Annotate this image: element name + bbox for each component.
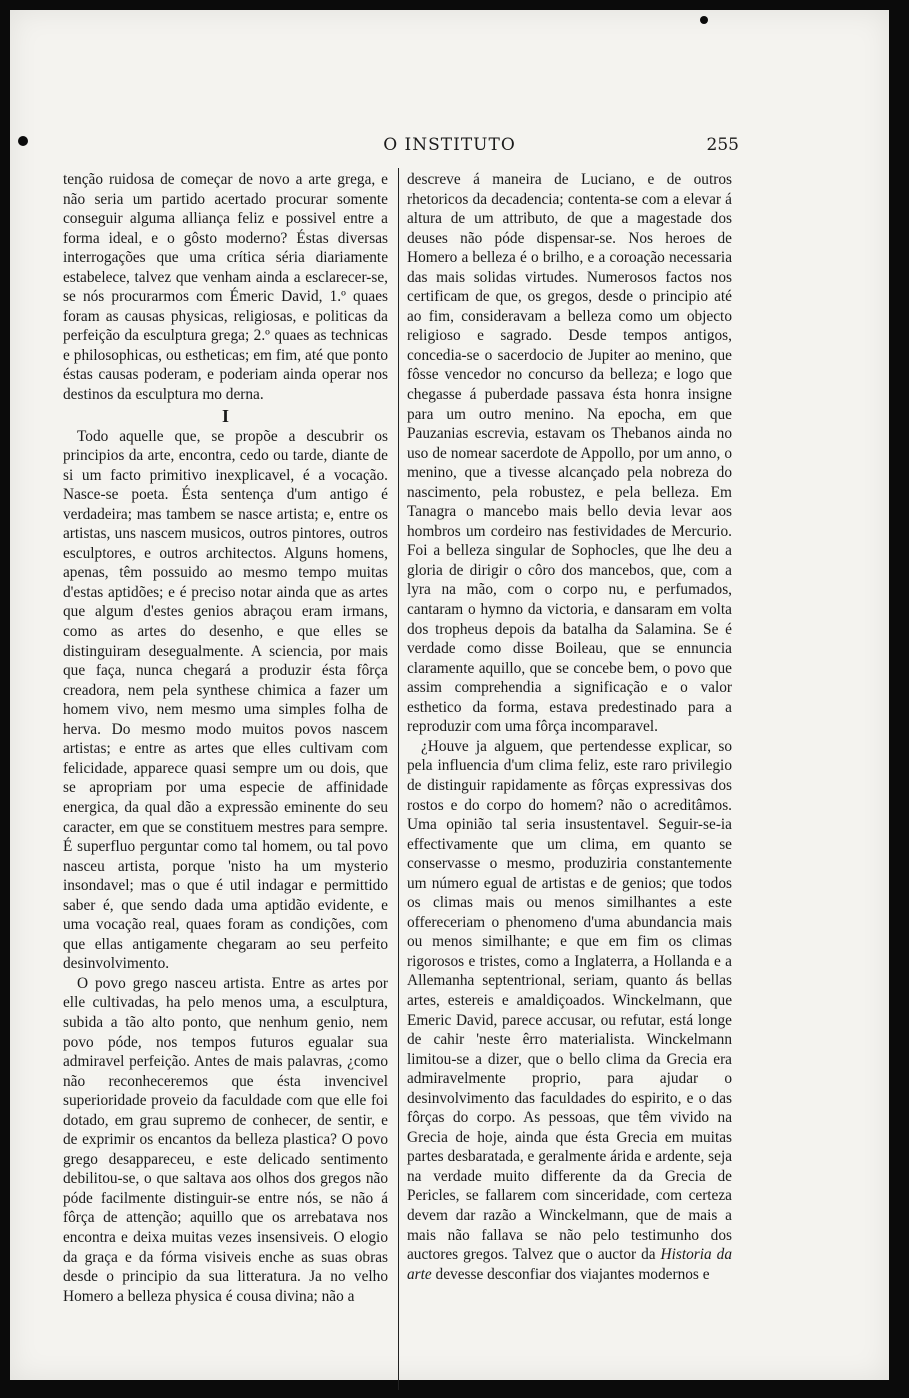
paragraph: tenção ruidosa de começar de novo a arte grega, e não seria um partido acertado procurar somente conseguir alguma alliança feliz e possivel entre a forma ideal, e o gôsto moderno? Éstas diversas interrogações que uma crítica séria diariamente estabelece, talvez que venham ainda a esclarecer-se, se nós procurarmos com Émeric David, 1.º quaes foram as causas physicas, religiosas, e politicas da perfeição da esculptura grega; 2.º quaes as technicas e philosophicas, ou estheticas; em fim, até que ponto éstas causas poderam, e poderiam ainda operar nos destinos da esculptura mo derna. bbox=[63, 171, 388, 404]
paragraph: Todo aquelle que, se propõe a descubrir os principios da arte, encontra, cedo ou tarde, diante de si um facto primitivo inexplicavel, é a vocação. Nasce-se poeta. Ésta sentença d'um antigo é verdadeira; mas tambem se nasce artista; e, entre os artistas, uns nascem musicos, outros pintores, outros esculptores, e outros architectos. Alguns homens, apenas, têm possuido ao mesmo tempo muitas d'estas aptidões; e é preciso notar ainda que as artes que algum d'estes genios abraçou eram irmans, como as artes do desenho, e que elles se distinguiram desegualmente. A sciencia, por mais que faça, nunca chegará a produzir ésta fôrça creadora, nem pela synthese chimica a fazer um homem vivo, nem mesmo uma simples folha de herva. Do mesmo modo muitos povos nascem artistas; e entre as artes que elles cultivam com felicidade, apparece quasi sempre um ou dois, que se apropriam por uma especie de affinidade energica, da qual dão a expressão eminente do seu caracter, em que se constituem mestres para sempre. É superfluo perguntar como tal homem, ou tal povo nasceu artista, porque 'nisto ha um mysterio insondavel; mas o que é util indagar e permittido saber é, que sendo dada uma aptidão evidente, e uma vocação real, quaes foram as condições, com que ellas antigamente chegaram ao seu perfeito desinvolvimento. bbox=[63, 427, 388, 973]
page-sheet bbox=[10, 10, 889, 1380]
paragraph: O povo grego nasceu artista. Entre as artes por elle cultivadas, ha pelo menos uma, a esculptura, subida a tão alto ponto, que nenhum genio, nem povo póde, nos tempos futuros egualar sua admiravel perfeição. Antes de mais palavras, ¿como não reconheceremos que ésta invencivel superioridade proveio da faculdade com que elle foi dotado, em grau supremo de conhecer, de sentir, e de exprimir os encantos da belleza plastica? O povo grego desappareceu, e este delicado sentimento debilitou-se, o que saltava aos olhos dos gregos não póde facilmente distinguir-se entre nós, se não á fôrça de attenção; aquillo que os arrebatava nos encontra e deixa muitas vezes insensiveis. O elogio da graça e da fórma visiveis enche as suas obras desde o principio da sua litteratura. Ja no velho Homero a belleza physica é cousa divina; não a bbox=[63, 974, 388, 1305]
paragraph: descreve á maneira de Luciano, e de outros rhetoricos da decadencia; contenta-se com a elevar á altura de um attributo, de que a magestade dos deuses não póde dispensar-se. Nos heroes de Homero a belleza é o brilho, e a coroação necessaria das mais solidas virtudes. Numerosos factos nos certificam de que, os gregos, desde o principio até ao fim, consideravam a belleza como um objecto religioso e sagrado. Desde tempos antigos, concedia-se o sacerdocio de Jupiter ao menino, que fôsse vencedor no concurso da belleza; e logo que chegasse á puberdade passava ésta honra insigne para um outro menino. Na epocha, em que Pauzanias escrevia, estavam os Thebanos ainda no uso de nomear sacerdote de Appollo, por um anno, o menino, que a tivesse alcançado pela nobreza do nascimento, pela robustez, e pela belleza. Em Tanagra o mancebo mais bello devia levar aos hombros um cordeiro nas festividades de Mercurio. Foi a belleza singular de Sophocles, que lhe deu a gloria de dirigir o côro dos mancebos, que, com a lyra na mão, com o corpo nu, e perfumados, cantaram o hymno da victoria, e dansaram em volta dos tropheus depois da batalha da Salamina. Se é verdade como disse Boileau, que se ennuncia claramente aquillo, que se concebe bem, o povo que assim comprehendia a significação e o valor esthetico da forma, estava predestinado para a reproduzir com uma fôrça incomparavel. bbox=[407, 171, 732, 736]
column-divider bbox=[398, 168, 399, 1390]
running-header bbox=[10, 133, 889, 161]
right-column bbox=[407, 170, 732, 1284]
book-title: Historia da arte bbox=[407, 1246, 732, 1283]
section-heading: I bbox=[221, 405, 229, 426]
page-number: 255 bbox=[706, 135, 739, 155]
paragraph-text: ¿Houve ja alguem, que pertendesse explicar, so pela influencia d'um clima feliz, este raro privilegio de distinguir rapidamente as fôrças expressivas dos rostos e do corpo do homem? não o acreditâmos. Uma opinião tal seria insustentavel. Seguir-se-ia effectivamente que um clima, em quanto se conservasse o mesmo, produziria constantemente um número egual de artistas e de genios; que todos os climas mais ou menos similhantes a este offereceriam o phenomeno d'uma abundancia mais ou menos similhante; e que em fim os climas rigorosos e tristes, como a Inglaterra, a Hollanda e a Allemanha septentrional, seriam, quanto ás bellas artes, estereis e amaldiçoados. Winckelmann, que Emeric David, parece accusar, ou refutar, está longe de cahir 'neste êrro materialista. Winckelmann limitou-se a dizer, que o bello clima da Grecia era admiravelmente proprio, para ajudar o desinvolvimento das faculdades do espirito, e o das fôrças do corpo. As pessoas, que têm vivido na Grecia de hoje, ainda que ésta Grecia em muitas partes desbaratada, e geralmente árida e ardente, seja na verdade muito differente da da Grecia de Pericles, se fallarem com sinceridade, com certeza devem dar razão a Winckelmann, que de mais a mais não fallava se não pelo testimunho dos auctores gregos. Talvez que o auctor da bbox=[407, 737, 733, 1264]
paragraph bbox=[407, 737, 732, 1284]
journal-title: O INSTITUTO bbox=[383, 135, 516, 155]
binding-hole-mark bbox=[700, 16, 708, 24]
left-column bbox=[63, 170, 388, 1306]
paragraph-text: devesse desconfiar dos viajantes modernos e bbox=[431, 1265, 710, 1283]
